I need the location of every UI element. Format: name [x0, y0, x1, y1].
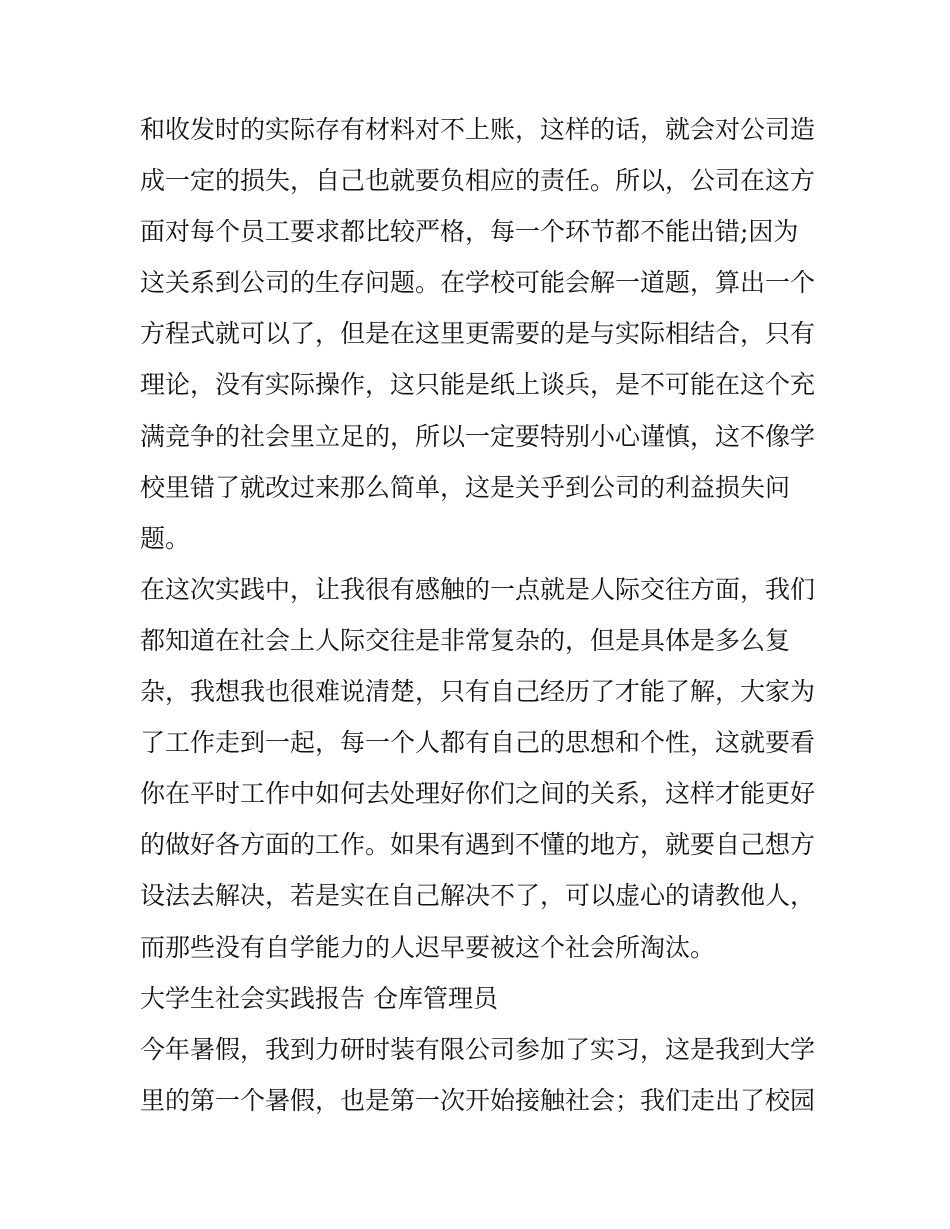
text-line: 了工作走到一起，每一个人都有自己的思想和个性，这就要看 [140, 728, 816, 758]
text-line: 题。 [140, 523, 191, 553]
text-line: 的做好各方面的工作。如果有遇到不懂的地方，就要自己想方 [140, 830, 816, 860]
text-line: 而那些没有自学能力的人迟早要被这个社会所淘汰。 [140, 932, 716, 962]
text-line: 面对每个员工要求都比较严格，每一个环节都不能出错;因为 [140, 217, 799, 247]
text-line: 和收发时的实际存有材料对不上账，这样的话，就会对公司造 [140, 115, 816, 144]
section-heading: 大学生社会实践报告 仓库管理员 [140, 983, 498, 1013]
text-line: 杂，我想我也很难说清楚，只有自己经历了才能了解，大家为 [140, 677, 816, 707]
text-line: 设法去解决，若是实在自己解决不了，可以虚心的请教他人， [140, 881, 816, 911]
text-line: 理论，没有实际操作，这只能是纸上谈兵，是不可能在这个充 [140, 370, 816, 400]
text-line: 成一定的损失，自己也就要负相应的责任。所以，公司在这方 [140, 166, 816, 196]
text-line: 都知道在社会上人际交往是非常复杂的，但是具体是多么复 [140, 625, 791, 655]
text-line: 方程式就可以了，但是在这里更需要的是与实际相结合，只有 [140, 319, 816, 349]
document-body [140, 104, 820, 1126]
text-line: 里的第一个暑假，也是第一次开始接触社会；我们走出了校园 [140, 1085, 816, 1115]
text-line: 校里错了就改过来那么简单，这是关乎到公司的利益损失问 [140, 472, 791, 502]
text-line: 今年暑假，我到力研时装有限公司参加了实习，这是我到大学 [140, 1034, 816, 1064]
text-line: 这关系到公司的生存问题。在学校可能会解一道题，算出一个 [140, 268, 816, 298]
text-line: 你在平时工作中如何去处理好你们之间的关系，这样才能更好 [140, 779, 816, 809]
text-line: 在这次实践中，让我很有感触的一点就是人际交往方面，我们 [140, 574, 816, 604]
text-line: 满竞争的社会里立足的，所以一定要特别小心谨慎，这不像学 [140, 421, 816, 451]
